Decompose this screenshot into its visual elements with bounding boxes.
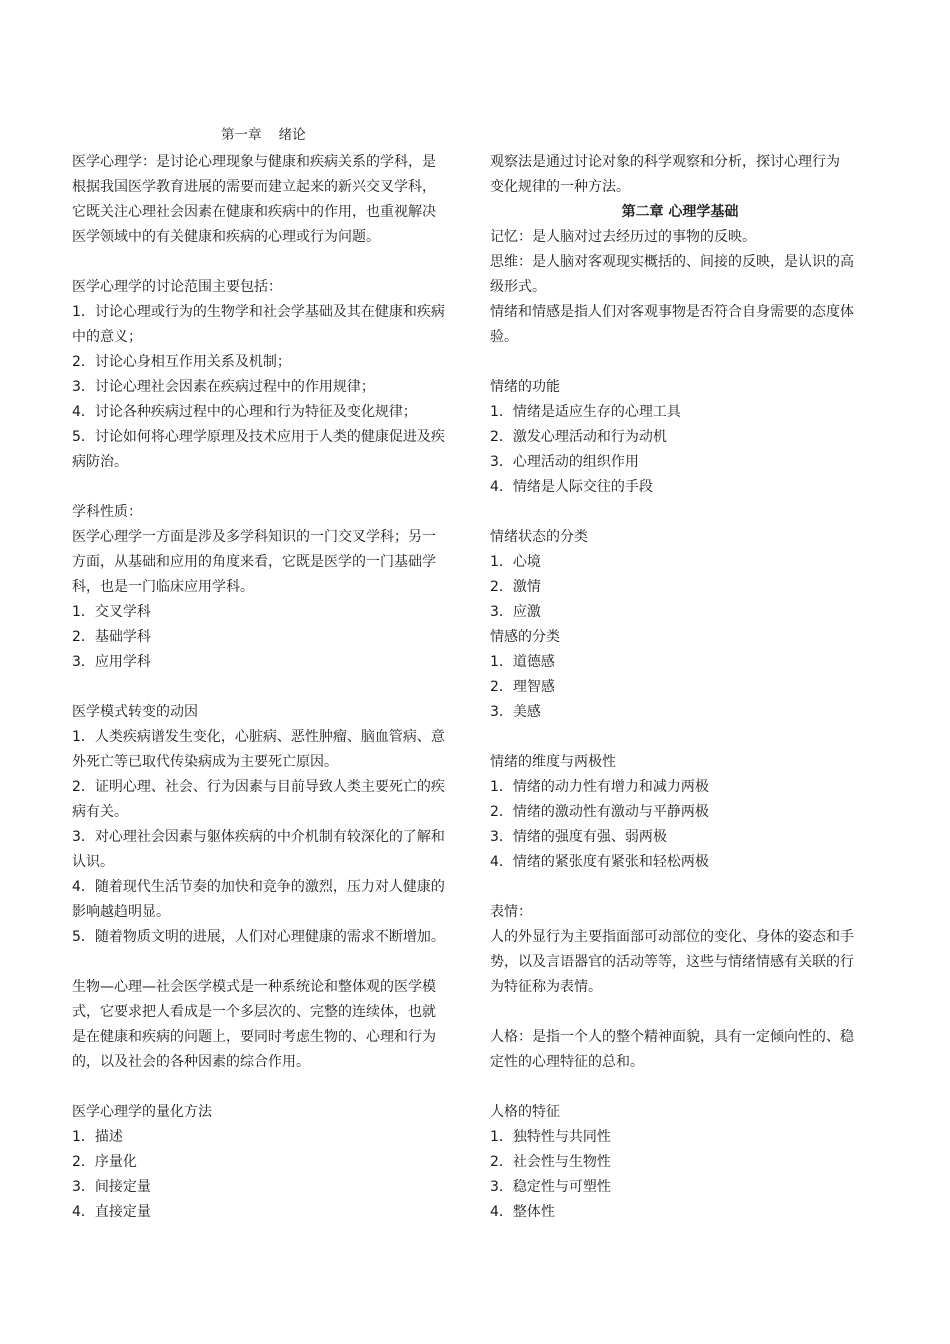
text-line: 2．基础学科 xyxy=(72,629,151,645)
text-line: 人格：是指一个人的整个精神面貌，具有一定倾向性的、稳 xyxy=(490,1029,854,1045)
text-line: 2．激情 xyxy=(490,579,541,595)
text-line: 的，以及社会的各种因素的综合作用。 xyxy=(72,1054,310,1070)
text-line: 5．随着物质文明的进展，人们对心理健康的需求不断增加。 xyxy=(72,929,445,945)
left-column xyxy=(72,150,457,1225)
text-line: 2．讨论心身相互作用关系及机制； xyxy=(72,354,291,370)
text-line: 1．独特性与共同性 xyxy=(490,1129,611,1145)
right-column-body xyxy=(490,225,870,1225)
text-line: 3．美感 xyxy=(490,704,541,720)
text-line: 是在健康和疾病的问题上，要同时考虑生物的、心理和行为 xyxy=(72,1029,436,1045)
text-line: 4．情绪的紧张度有紧张和轻松两极 xyxy=(490,854,709,870)
text-line: 验。 xyxy=(490,329,518,345)
text-line: 情绪状态的分类 xyxy=(490,529,588,545)
text-line: 1．心境 xyxy=(490,554,541,570)
text-line: 学科性质： xyxy=(72,504,142,520)
text-line: 方面，从基础和应用的角度来看，它既是医学的一门基础学 xyxy=(72,554,436,570)
text-line: 3．情绪的强度有强、弱两极 xyxy=(490,829,667,845)
text-line: 2．情绪的激动性有激动与平静两极 xyxy=(490,804,709,820)
text-line: 1．情绪的动力性有增力和减力两极 xyxy=(490,779,709,795)
text-line: 人的外显行为主要指面部可动部位的变化、身体的姿态和手 xyxy=(490,929,854,945)
text-line: 思维：是人脑对客观现实概括的、间接的反映，是认识的高 xyxy=(490,254,854,270)
right-column-intro xyxy=(490,150,870,200)
text-line: 情绪和情感是指人们对客观事物是否符合自身需要的态度体 xyxy=(490,304,854,320)
text-line: 3．应激 xyxy=(490,604,541,620)
text-line: 4．讨论各种疾病过程中的心理和行为特征及变化规律； xyxy=(72,404,417,420)
text-line: 2．序量化 xyxy=(72,1154,137,1170)
text-line: 情绪的维度与两极性 xyxy=(490,754,616,770)
text-line: 4．情绪是人际交往的手段 xyxy=(490,479,653,495)
text-line: 2．社会性与生物性 xyxy=(490,1154,611,1170)
text-line: 1．讨论心理或行为的生物学和社会学基础及其在健康和疾病 xyxy=(72,304,445,320)
text-line: 3．心理活动的组织作用 xyxy=(490,454,639,470)
text-line: 3．稳定性与可塑性 xyxy=(490,1179,611,1195)
text-line: 1．情绪是适应生存的心理工具 xyxy=(490,404,681,420)
right-column xyxy=(490,150,870,1225)
text-line: 人格的特征 xyxy=(490,1104,560,1120)
text-line: 变化规律的一种方法。 xyxy=(490,179,630,195)
text-line: 3．讨论心理社会因素在疾病过程中的作用规律； xyxy=(72,379,375,395)
text-line: 3．间接定量 xyxy=(72,1179,151,1195)
text-line: 外死亡等已取代传染病成为主要死亡原因。 xyxy=(72,754,338,770)
text-line: 观察法是通过讨论对象的科学观察和分析，探讨心理行为 xyxy=(490,154,840,170)
text-line: 情绪的功能 xyxy=(490,379,560,395)
text-line: 病防治。 xyxy=(72,454,128,470)
text-line: 势，以及言语器官的活动等等，这些与情绪情感有关联的行 xyxy=(490,954,854,970)
text-line: 生物—心理—社会医学模式是一种系统论和整体观的医学模 xyxy=(72,979,436,995)
text-line: 医学心理学一方面是涉及多学科知识的一门交叉学科；另一 xyxy=(72,529,436,545)
text-line: 5．讨论如何将心理学原理及技术应用于人类的健康促进及疾 xyxy=(72,429,445,445)
text-line: 4．随着现代生活节奏的加快和竞争的激烈，压力对人健康的 xyxy=(72,879,445,895)
blank-line xyxy=(72,250,457,275)
blank-line xyxy=(490,1000,870,1025)
text-line: 记忆：是人脑对过去经历过的事物的反映。 xyxy=(490,229,756,245)
text-line: 1．道德感 xyxy=(490,654,555,670)
text-line: 认识。 xyxy=(72,854,114,870)
blank-line xyxy=(72,475,457,500)
blank-line xyxy=(490,1075,870,1100)
text-line: 科，也是一门临床应用学科。 xyxy=(72,579,254,595)
text-line: 它既关注心理社会因素在健康和疾病中的作用，也重视解决 xyxy=(72,204,436,220)
text-line: 4．整体性 xyxy=(490,1204,555,1220)
text-line: 定性的心理特征的总和。 xyxy=(490,1054,644,1070)
text-line: 病有关。 xyxy=(72,804,128,820)
text-line: 医学领域中的有关健康和疾病的心理或行为问题。 xyxy=(72,229,380,245)
text-line: 3．应用学科 xyxy=(72,654,151,670)
text-line: 情感的分类 xyxy=(490,629,560,645)
blank-line xyxy=(72,950,457,975)
text-line: 2．激发心理活动和行为动机 xyxy=(490,429,667,445)
blank-line xyxy=(490,350,870,375)
text-line: 中的意义； xyxy=(72,329,142,345)
blank-line xyxy=(490,725,870,750)
blank-line xyxy=(490,500,870,525)
text-line: 表情： xyxy=(490,904,532,920)
text-line: 2．理智感 xyxy=(490,679,555,695)
text-line: 式，它要求把人看成是一个多层次的、完整的连续体，也就 xyxy=(72,1004,436,1020)
text-line: 根据我国医学教育进展的需要而建立起来的新兴交叉学科， xyxy=(72,179,436,195)
text-line: 医学模式转变的动因 xyxy=(72,704,198,720)
chapter-1-title: 第一章 绪论 xyxy=(221,127,306,143)
text-line: 2．证明心理、社会、行为因素与目前导致人类主要死亡的疾 xyxy=(72,779,445,795)
text-line: 3．对心理社会因素与躯体疾病的中介机制有较深化的了解和 xyxy=(72,829,445,845)
text-line: 1．描述 xyxy=(72,1129,123,1145)
blank-line xyxy=(490,875,870,900)
blank-line xyxy=(72,1075,457,1100)
text-line: 1．人类疾病谱发生变化，心脏病、恶性肿瘤、脑血管病、意 xyxy=(72,729,445,745)
chapter-2-title: 第二章 心理学基础 xyxy=(621,204,739,220)
text-line: 1．交叉学科 xyxy=(72,604,151,620)
text-line: 医学心理学：是讨论心理现象与健康和疾病关系的学科，是 xyxy=(72,154,436,170)
text-line: 为特征称为表情。 xyxy=(490,979,602,995)
text-line: 医学心理学的讨论范围主要包括： xyxy=(72,279,282,295)
blank-line xyxy=(72,675,457,700)
text-line: 级形式。 xyxy=(490,279,546,295)
text-line: 医学心理学的量化方法 xyxy=(72,1104,212,1120)
text-line: 影响越趋明显。 xyxy=(72,904,170,920)
text-line: 4．直接定量 xyxy=(72,1204,151,1220)
